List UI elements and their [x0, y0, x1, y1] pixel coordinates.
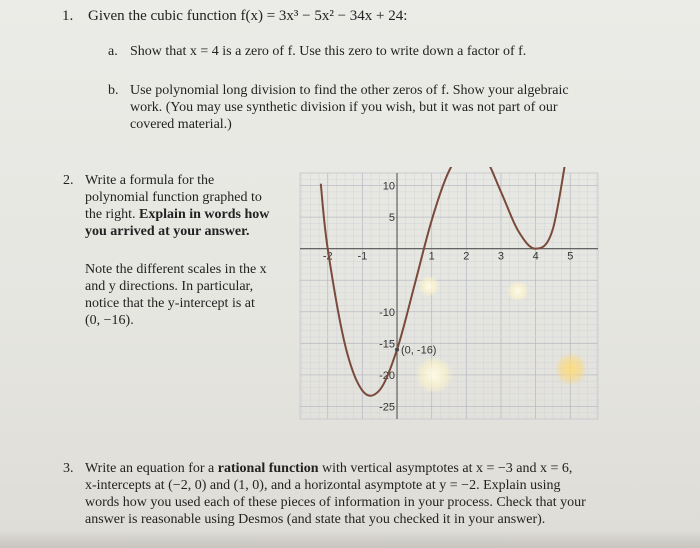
question-2-line-3-plain: the right. — [85, 207, 140, 222]
y-tick-label: -20 — [379, 369, 396, 382]
question-1a — [108, 43, 628, 63]
x-tick-label: 1 — [428, 250, 435, 263]
question-3-text — [85, 460, 625, 528]
photo-glare — [506, 282, 530, 300]
x-tick-label: -2 — [322, 250, 333, 263]
question-1-stem — [62, 8, 407, 25]
x-tick-label: 3 — [497, 250, 505, 263]
question-3-line-3: words how you used each of these pieces of information in your process. Check that your — [85, 495, 586, 510]
question-2-note-line-4: (0, −16). — [85, 313, 134, 328]
question-1b-letter: b. — [108, 83, 119, 98]
question-2-note-line-2: and y directions. In particular, — [85, 279, 254, 294]
question-3-line-1 — [85, 460, 625, 477]
question-1-number: 1. — [62, 8, 74, 24]
question-3-line-2: x-intercepts at (−2, 0) and (1, 0), and a horizontal asymptote at y = −2. Explain using — [85, 478, 561, 493]
y-intercept-label: (0, -16) — [401, 344, 437, 357]
question-2-text — [85, 172, 293, 240]
photo-shadow — [0, 530, 700, 548]
question-2-line-4-bold: you arrived at your answer. — [85, 224, 250, 239]
question-1-text: Given the cubic function f(x) = 3x³ − 5x² − 34x + 24: — [88, 8, 408, 24]
question-2-note — [85, 261, 285, 329]
question-3-line-4: answer is reasonable using Desmos (and state that you checked it in your answer). — [85, 512, 546, 527]
question-2-line-3 — [85, 206, 293, 223]
question-2-line-1: Write a formula for the — [85, 173, 215, 188]
question-2-line-2: polynomial function graphed to — [85, 190, 262, 205]
x-tick-label: 2 — [463, 250, 470, 263]
y-tick-label: -10 — [379, 306, 396, 319]
photo-glare — [414, 358, 454, 392]
question-1b-line-3: covered material.) — [130, 117, 232, 132]
y-tick-label: 10 — [382, 180, 396, 193]
question-2-line-3-bold: Explain in words how — [139, 207, 270, 222]
question-3-line-1-bold: rational function — [217, 461, 319, 476]
question-2-line-4 — [85, 223, 293, 240]
polynomial-graph — [294, 167, 604, 425]
question-2-note-line-3: notice that the y-intercept is at — [85, 296, 255, 311]
photo-glare — [556, 352, 586, 386]
question-1b — [108, 82, 628, 138]
question-1b-text — [130, 82, 610, 133]
graph-annotation-layer — [395, 345, 436, 357]
question-3-number: 3. — [63, 461, 74, 476]
y-intercept-point — [395, 348, 399, 352]
y-tick-label: -25 — [379, 401, 396, 414]
question-1b-line-1: Use polynomial long division to find the other zeros of f. Show your algebraic — [130, 83, 569, 98]
x-tick-label: 5 — [567, 250, 574, 263]
y-tick-label: -15 — [379, 338, 396, 351]
question-2-number: 2. — [63, 173, 74, 188]
question-2-note-line-1: Note the different scales in the x — [85, 262, 267, 277]
photo-glare — [418, 276, 440, 296]
question-1b-line-2: work. (You may use synthetic division if you wish, but it was not part of our — [130, 100, 558, 115]
question-3-line-1-pre: Write an equation for a — [85, 461, 218, 476]
question-3-line-1-post: with vertical asymptotes at x = −3 and x = 6, — [318, 461, 573, 476]
y-tick-label: 5 — [388, 212, 396, 225]
x-tick-label: 4 — [532, 250, 539, 263]
question-1a-text: Show that x = 4 is a zero of f. Use this zero to write down a factor of f. — [130, 44, 527, 59]
x-tick-label: -1 — [357, 250, 368, 263]
question-1a-letter: a. — [108, 44, 118, 59]
